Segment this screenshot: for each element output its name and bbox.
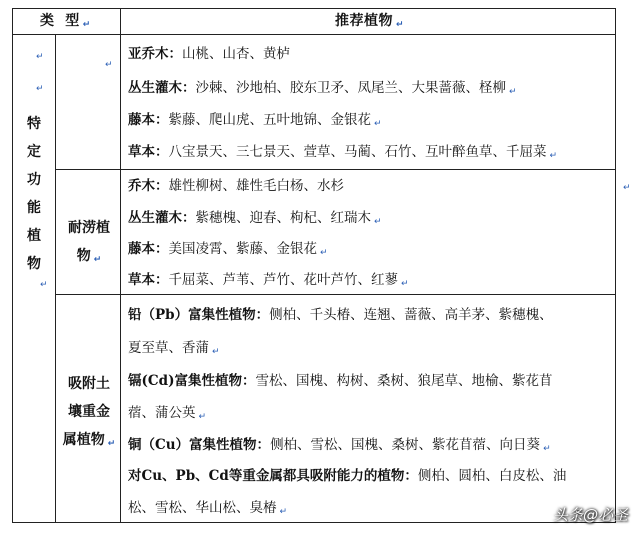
table-bottom-border: [12, 522, 616, 523]
table-top-border: [12, 8, 616, 9]
paragraph-mark-icon: ↵: [374, 119, 382, 129]
s2-category: [62, 214, 116, 274]
s2-line-2-label: 丛生灌木：: [128, 210, 196, 226]
paragraph-mark-icon: ↵: [36, 84, 44, 94]
s3-all-label: 对Cu、Pb、Cd等重金属都具吸附能力的植物：: [128, 468, 418, 484]
paragraph-mark-icon: ↵: [623, 183, 631, 193]
s3-cd-line-2: [128, 404, 206, 426]
s1-line-3-label: 藤本：: [128, 112, 169, 128]
s3-pb-text-2: 夏至草、香蒲: [128, 340, 209, 356]
paragraph-mark-icon: ↵: [105, 60, 113, 70]
s1-line-4: [128, 143, 557, 165]
paragraph-mark-icon: ↵: [36, 52, 44, 62]
s1-line-1-text: 山桃、山杏、黄栌: [182, 46, 290, 62]
s2-line-1: [128, 177, 344, 195]
s1-line-3: [128, 111, 382, 133]
paragraph-mark-icon: ↵: [82, 20, 91, 30]
s2-line-3-label: 藤本：: [128, 241, 169, 257]
s3-cd-text-2: 蓿、蒲公英: [128, 405, 196, 421]
s2-line-3: [128, 240, 328, 262]
s2-line-4-text: 千屈菜、芦苇、芦竹、花叶芦竹、红蓼: [168, 272, 398, 288]
section1-bottom-border: [55, 169, 616, 170]
s1-line-4-text: 八宝景天、三七景天、萱草、马蔺、石竹、互叶醉鱼草、千屈菜: [168, 144, 547, 160]
s3-cd-text-1: 雪松、国槐、构树、桑树、狼尾草、地榆、紫花苜: [255, 373, 553, 389]
s1-line-2: [128, 79, 517, 101]
s3-all-text-2: 松、雪松、华山松、臭椿: [128, 500, 277, 516]
s2-line-1-label: 乔木：: [128, 178, 169, 194]
table-right-border: [615, 8, 616, 523]
s1-line-1: [128, 45, 290, 63]
category-column-border: [120, 8, 121, 523]
header-type-label: 类 型: [40, 13, 80, 29]
s2-line-2-text: 紫穗槐、迎春、枸杞、红瑞木: [195, 210, 371, 226]
s3-cd-label: 镉(Cd)富集性植物：: [128, 373, 256, 389]
s3-all-text-1: 侧柏、圆柏、白皮松、油: [417, 468, 567, 484]
header-type: [40, 12, 91, 34]
s1-line-2-text: 沙棘、沙地柏、胶东卫矛、凤尾兰、大果蔷薇、柽柳: [195, 80, 506, 96]
paragraph-mark-icon: ↵: [509, 87, 517, 97]
s1-line-4-label: 草本：: [128, 144, 169, 160]
paragraph-mark-icon: ↵: [279, 507, 288, 517]
paragraph-mark-icon: ↵: [374, 217, 382, 227]
header-plants: [335, 12, 404, 34]
paragraph-mark-icon: ↵: [93, 255, 102, 265]
s3-category: [62, 370, 116, 458]
s2-line-2: [128, 209, 382, 231]
s2-category-label: 耐涝植物: [68, 220, 110, 264]
s3-pb-line-2: [128, 339, 220, 361]
paragraph-mark-icon: ↵: [198, 412, 207, 422]
paragraph-mark-icon: ↵: [549, 151, 558, 161]
paragraph-mark-icon: ↵: [396, 20, 405, 30]
s3-all-line-1: [128, 467, 566, 485]
watermark: 头条@必圣: [552, 506, 628, 524]
paragraph-mark-icon: ↵: [401, 279, 409, 289]
s3-pb-line-1: [128, 306, 553, 324]
s1-line-3-text: 紫藤、爬山虎、五叶地锦、金银花: [168, 112, 371, 128]
s2-line-3-text: 美国凌霄、紫藤、金银花: [168, 241, 317, 257]
header-plants-label: 推荐植物: [335, 13, 393, 29]
s3-pb-text-1: 侧柏、千头椿、连翘、蔷薇、高羊茅、紫穗槐、: [269, 307, 553, 323]
header-bottom-border: [12, 34, 616, 35]
paragraph-mark-icon: ↵: [543, 444, 551, 454]
paragraph-mark-icon: ↵: [40, 280, 48, 290]
s2-line-1-text: 雄性柳树、雄性毛白杨、水杉: [168, 178, 344, 194]
s3-category-label: 吸附土壤重金属植物: [62, 376, 110, 448]
s3-cu-label: 铜（Cu）富集性植物：: [128, 437, 271, 453]
section2-bottom-border: [55, 294, 616, 295]
s3-cd-line-1: [128, 372, 552, 390]
s1-line-1-label: 亚乔木：: [128, 46, 182, 62]
s3-cu-text-1: 侧柏、雪松、国槐、桑树、紫花苜蓿、向日葵: [270, 437, 541, 453]
s1-line-2-label: 丛生灌木：: [128, 80, 196, 96]
s2-line-4-label: 草本：: [128, 272, 169, 288]
s2-line-4: [128, 271, 409, 293]
s3-all-line-2: [128, 499, 287, 521]
group-label: 特定功能植物: [27, 116, 41, 272]
s3-cu-line-1: [128, 436, 551, 458]
s3-pb-label: 铅（Pb）富集性植物：: [128, 307, 270, 323]
table-left-border: [12, 8, 13, 523]
group-column-border: [55, 34, 56, 523]
paragraph-mark-icon: ↵: [107, 439, 116, 449]
paragraph-mark-icon: ↵: [212, 347, 220, 357]
paragraph-mark-icon: ↵: [320, 248, 328, 258]
